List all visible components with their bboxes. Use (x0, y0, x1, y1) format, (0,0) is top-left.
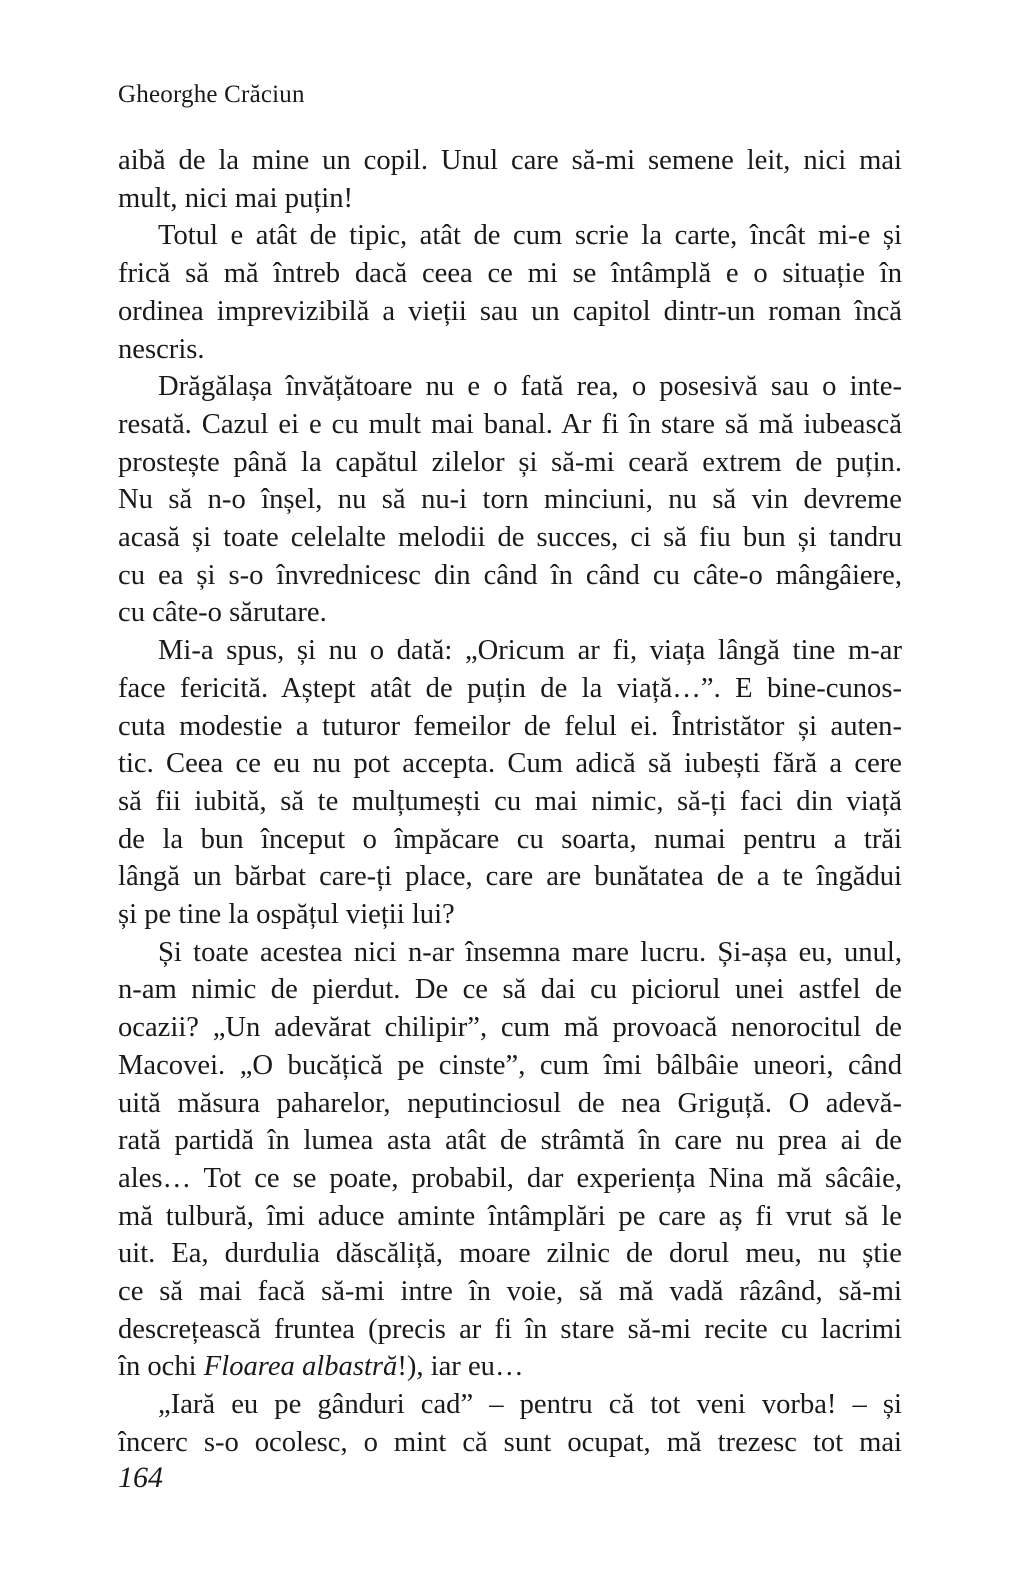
text-line: nescris. (118, 333, 205, 365)
text-line: uită măsura paharelor, neputinciosul de nea Griguță. O adevă- (118, 1087, 902, 1119)
text-line: resată. Cazul ei e cu mult mai banal. Ar fi în stare să mă iubească (118, 408, 902, 440)
text-line: descrețească fruntea (precis ar fi în stare să-mi recite cu lacrimi (118, 1313, 902, 1345)
text-line: frică să mă întreb dacă ceea ce mi se întâmplă e o situație în (118, 258, 902, 290)
text-line: cuta modestie a tuturor femeilor de felul ei. Întristător și auten- (118, 710, 902, 742)
text-line (118, 1348, 902, 1386)
text-line: ordinea imprevizibilă a vieții sau un capitol dintr-un roman încă (118, 295, 902, 327)
text-line: aibă de la mine un copil. Unul care să-mi semene leit, nici mai (118, 145, 902, 176)
text-line: uit. Ea, durdulia dăscăliță, moare zilnic de dorul meu, nu știe (118, 1238, 902, 1270)
text-line: cu câte-o sărutare. (118, 597, 327, 629)
text-line: mult, nici mai puțin! (118, 182, 354, 214)
text-line: Drăgălașa învățătoare nu e o fată rea, o posesivă sau o inte- (158, 371, 902, 403)
text-line: prostește până la capătul zilelor și să-mi ceară extrem de puțin. (118, 446, 902, 478)
text-line: n-am nimic de pierdut. De ce să dai cu piciorul unei astfel de (118, 974, 902, 1006)
text-line: lângă un bărbat care-ți place, care are bunătatea de a te îngădui (118, 861, 902, 893)
text-line: tic. Ceea ce eu nu pot accepta. Cum adică să iubești fără a cere (118, 748, 902, 780)
text-line: face fericită. Aștept atât de puțin de la viață…”. E bine-cunos- (118, 672, 902, 704)
text-line: „Iară eu pe gânduri cad” – pentru că tot veni vorba! – și (158, 1389, 902, 1421)
text-line: acasă și toate celelalte melodii de succes, ci să fiu bun și tandru (118, 522, 902, 553)
italic-title: Floarea albastră (203, 1351, 398, 1383)
text-line: ales… Tot ce se poate, probabil, dar experiența Nina mă sâcâie, (118, 1162, 902, 1194)
text-line: ce să mai facă să-mi intre în voie, să mă vadă râzând, să-mi (118, 1276, 902, 1307)
text-line: cu ea și s-o învrednicesc din când în când cu câte-o mângâiere, (118, 559, 902, 591)
text-line: Totul e atât de tipic, atât de cum scrie la carte, încât mi-e și (158, 220, 902, 252)
text-line: de la bun început o împăcare cu soarta, numai pentru a trăi (118, 823, 902, 855)
page-number: 164 (118, 1461, 163, 1494)
text-line: Mi-a spus, și nu o dată: „Oricum ar fi, viața lângă tine m-ar (158, 635, 902, 667)
text-line: Nu să n-o înșel, nu să nu-i torn minciuni, nu să vin devreme (118, 484, 902, 516)
text-line: încerc s-o ocolesc, o mint că sunt ocupat, mă trezesc tot mai (118, 1426, 902, 1458)
text-run: !), iar eu… (397, 1351, 524, 1383)
running-head-author: Gheorghe Crăciun (118, 81, 305, 108)
text-line: și pe tine la ospățul vieții lui? (118, 899, 455, 930)
text-line: Macovei. „O bucățică pe cinste”, cum îmi bâlbâie uneori, când (118, 1049, 902, 1081)
text-line: Și toate acestea nici n-ar însemna mare lucru. Și-așa eu, unul, (158, 936, 902, 968)
text-line: ocazii? „Un adevărat chilipir”, cum mă provoacă nenorocitul de (118, 1012, 902, 1044)
text-run: în ochi (118, 1351, 204, 1383)
text-line: rată partidă în lumea asta atât de strâmtă în care nu prea ai de (118, 1125, 902, 1157)
text-line: mă tulbură, îmi aduce aminte întâmplări pe care aș fi vrut să le (118, 1200, 902, 1232)
text-line: să fii iubită, să te mulțumești cu mai nimic, să-ți faci din viață (118, 785, 902, 817)
